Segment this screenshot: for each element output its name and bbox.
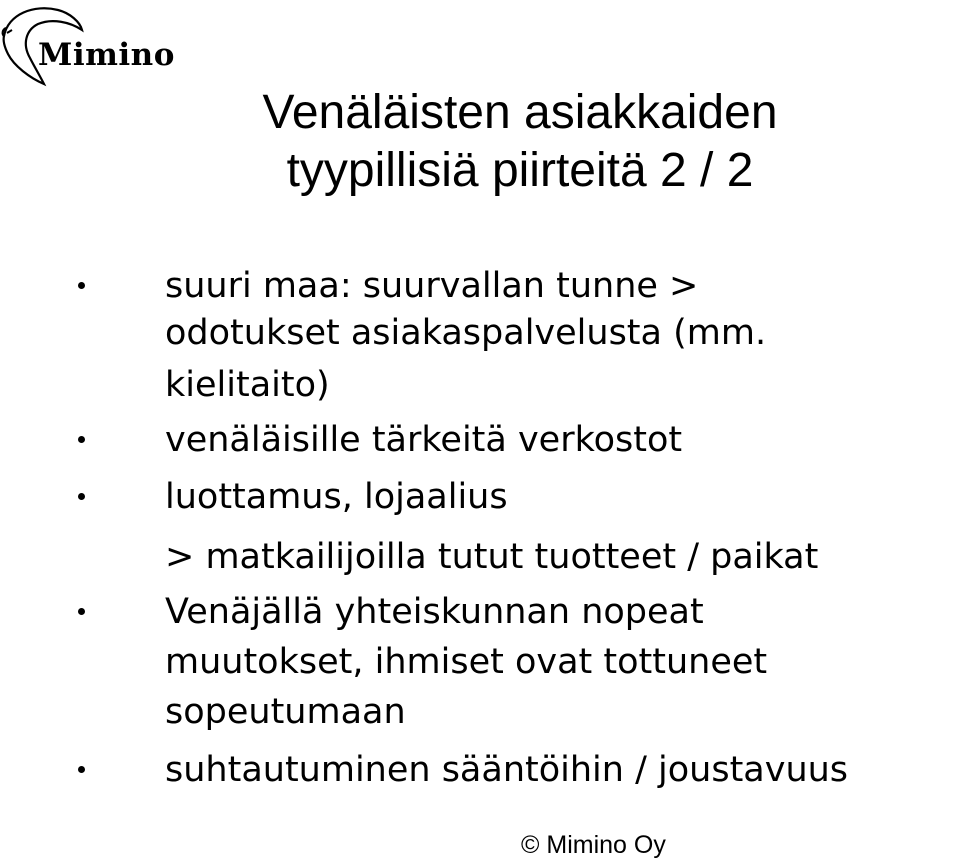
bullet-4-line-3: sopeutumaan	[165, 692, 406, 732]
logo-text: Mimino	[38, 37, 175, 73]
bullet-dot	[78, 436, 85, 443]
bullet-4-line-1: Venäjällä yhteiskunnan nopeat	[165, 592, 704, 632]
bullet-dot	[78, 608, 85, 615]
bullet-dot	[78, 766, 85, 773]
bullet-dot	[78, 282, 85, 289]
bullet-1-line-2: odotukset asiakaspalvelusta (mm.	[165, 313, 767, 353]
bullet-3-line-1: luottamus, lojaalius	[165, 477, 508, 517]
footer-copyright: © Mimino Oy	[521, 831, 666, 859]
title-line-2: tyypillisiä piirteitä 2 / 2	[286, 144, 754, 197]
bullet-5-line-1: suhtautuminen sääntöihin / joustavuus	[165, 750, 849, 790]
bullet-1-line-1: suuri maa: suurvallan tunne >	[165, 266, 699, 306]
bullet-3-line-2: > matkailijoilla tutut tuotteet / paikat	[165, 537, 819, 577]
bullet-1-line-3: kielitaito)	[165, 365, 330, 405]
title-line-1: Venäläisten asiakkaiden	[262, 86, 778, 139]
bullet-4-line-2: muutokset, ihmiset ovat tottuneet	[165, 642, 768, 682]
bullet-2-line-1: venäläisille tärkeitä verkostot	[165, 420, 683, 460]
bullet-dot	[78, 493, 85, 500]
